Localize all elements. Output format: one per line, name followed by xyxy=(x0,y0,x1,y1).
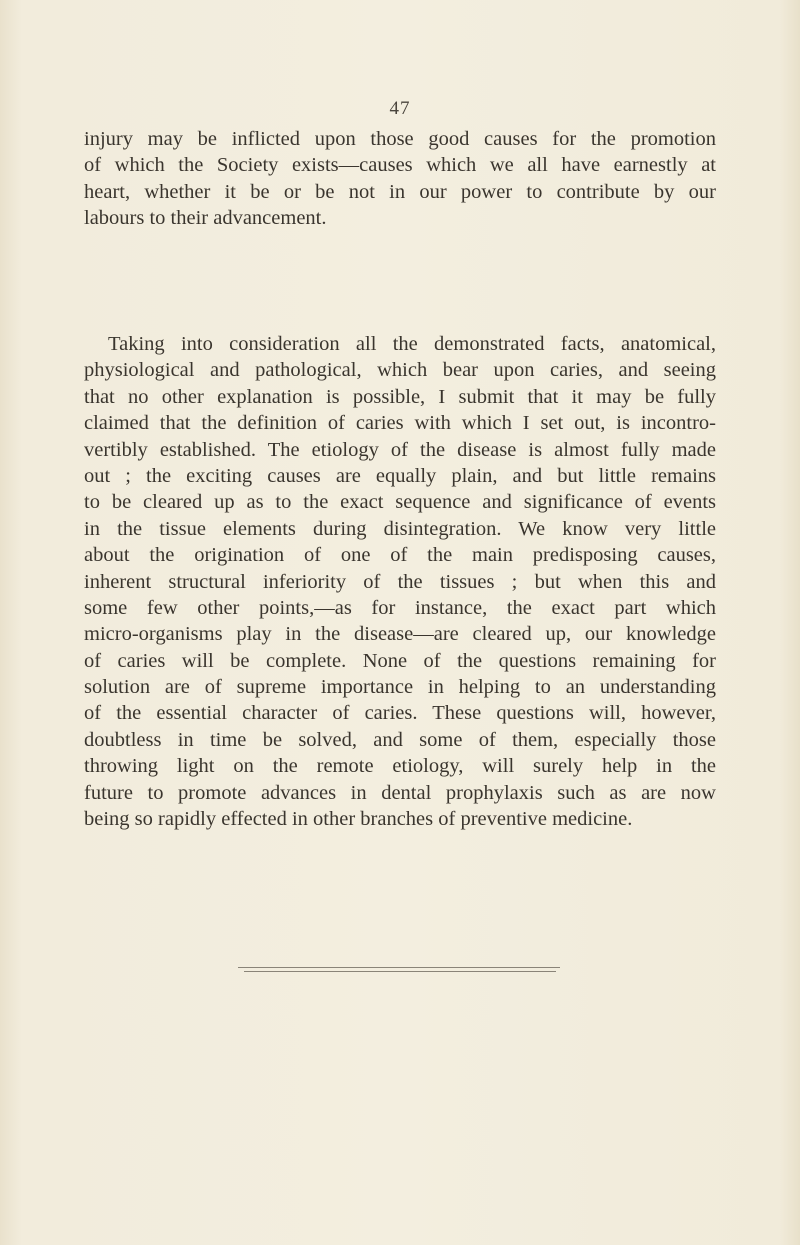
text-line: labours to their advancement. xyxy=(84,207,327,230)
text-line: micro-organisms play in the disease—are cleared up, our knowledge xyxy=(84,623,716,646)
text-line: of the essential character of caries. These questions will, however, xyxy=(84,702,716,725)
text-line: injury may be inflicted upon those good causes for the promotion xyxy=(84,128,716,150)
section-end-rule xyxy=(244,971,556,972)
text-line: of caries will be complete. None of the questions remaining for xyxy=(84,649,716,672)
text-line: throwing light on the remote etiology, will surely help in the xyxy=(84,755,716,778)
paragraph-1 xyxy=(84,126,716,232)
text-line: out ; the exciting causes are equally plain, and but little remains xyxy=(84,464,716,487)
text-line: claimed that the definition of caries with which I set out, is incontro- xyxy=(84,412,716,435)
text-line: of which the Society exists—causes which we all have earnestly at xyxy=(84,154,716,177)
text-line: heart, whether it be or be not in our power to contribute by our xyxy=(84,180,716,203)
text-line: some few other points,—as for instance, the exact part which xyxy=(84,596,716,619)
text-line: about the origination of one of the main predisposing causes, xyxy=(84,544,716,567)
text-line: future to promote advances in dental prophylaxis such as are now xyxy=(84,781,716,804)
text-line: inherent structural inferiority of the tissues ; but when this and xyxy=(84,570,716,593)
text-line: to be cleared up as to the exact sequence and significance of events xyxy=(84,491,716,514)
page-number: 47 xyxy=(389,98,411,119)
text-line: in the tissue elements during disintegration. We know very little xyxy=(84,517,716,540)
section-end-rule xyxy=(238,967,560,968)
text-line: vertibly established. The etiology of the disease is almost fully made xyxy=(84,438,716,461)
text-line: that no other explanation is possible, I submit that it may be fully xyxy=(84,385,716,408)
text-line: solution are of supreme importance in helping to an understanding xyxy=(84,676,716,699)
text-line: physiological and pathological, which bear upon caries, and seeing xyxy=(84,359,716,382)
paragraph-2 xyxy=(84,331,716,832)
text-line: being so rapidly effected in other branches of preventive medicine. xyxy=(84,808,633,831)
text-line: doubtless in time be solved, and some of them, especially those xyxy=(84,728,716,751)
text-line: Taking into consideration all the demonstrated facts, anatomical, xyxy=(108,333,716,355)
